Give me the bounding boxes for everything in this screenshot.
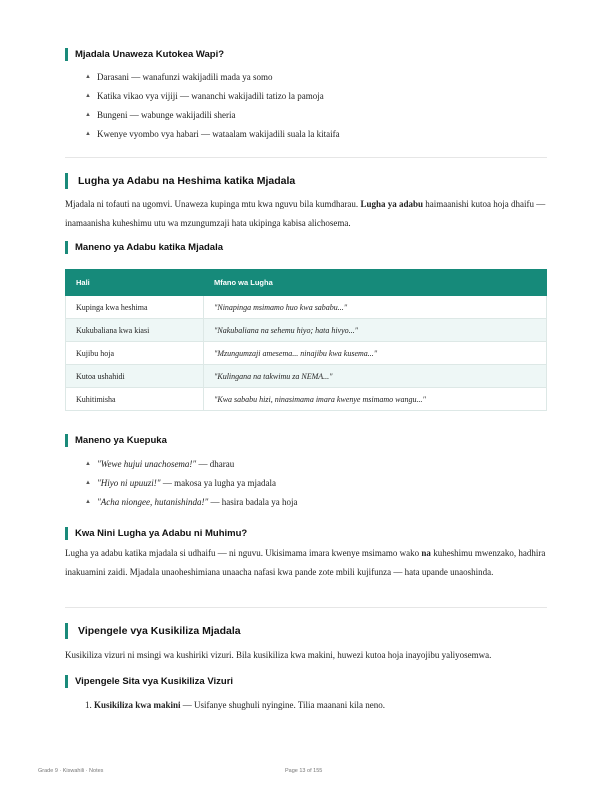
table-row [66,296,547,319]
item-text: — Usifanye shughuli nyingine. Tilia maanani kila neno. [180,700,386,710]
triangle-bullet-icon: ▲ [85,112,91,118]
table-cell: Kuhitimisha [66,388,204,411]
table-cell: Kupinga kwa heshima [66,296,204,319]
item-number: 1. [85,700,92,710]
section-heading-listening: Vipengele vya Kusikiliza Mjadala [65,623,241,639]
table-cell: "Ninapinga msimamo huo kwa sababu..." [204,296,547,319]
table-row [66,319,547,342]
footer-course-label: Grade 9 · Kiswahili · Notes [38,768,104,774]
list-item [85,494,298,513]
list-item-text: Kwenye vyombo vya habari — wataalam wakijadili suala la kitaifa [97,129,340,139]
table-row [66,365,547,388]
list-item [85,69,340,88]
column-header-hali: Hali [66,270,204,296]
section-divider [65,607,547,608]
polite-language-paragraph: Mjadala ni tofauti na ugomvi. Unaweza kupinga mtu kwa nguvu bila kumdharau. Lugha ya adabu haimaanishi kutoa hoja dhaifu — inamaanisha kuheshimu utu wa mzungumzaji hata ukipinga kabisa alichosema. [65,199,546,228]
section-heading-why: Kwa Nini Lugha ya Adabu ni Muhimu? [65,527,247,540]
list-item [85,107,340,126]
list-item-text: — hasira badala ya hoja [208,497,298,507]
quote-text: "Wewe hujui unachosema!" [97,459,197,469]
triangle-bullet-icon: ▲ [85,93,91,99]
column-header-mfano: Mfano wa Lugha [204,270,547,296]
section-heading-polite-language: Lugha ya Adabu na Heshima katika Mjadala [65,173,295,189]
section-heading-avoid: Maneno ya Kuepuka [65,434,167,447]
triangle-bullet-icon: ▲ [85,131,91,137]
table-cell: Kukubaliana kwa kiasi [66,319,204,342]
list-item-text: Bungeni — wabunge wakijadili sheria [97,110,236,120]
section-heading-six-elements: Vipengele Sita vya Kusikiliza Vizuri [65,675,233,688]
triangle-bullet-icon: ▲ [85,74,91,80]
avoid-list [85,456,298,513]
section-heading-polite-words: Maneno ya Adabu katika Mjadala [65,241,223,254]
table-cell: "Kulingana na takwimu za NEMA..." [204,365,547,388]
listening-paragraph: Kusikiliza vizuri ni msingi wa kushiriki vizuri. Bila kusikiliza kwa makini, huwezi kutoa hoja inayojibu yaliyosemwa. [65,650,492,660]
polite-words-table [65,269,547,411]
quote-text: "Acha niongee, hutanishinda!" [97,497,209,507]
list-item [85,126,340,145]
table-row [66,388,547,411]
section-divider [65,157,547,158]
item-bold-text: Kusikiliza kwa makini [94,700,181,710]
table-cell: "Mzungumzaji amesema... ninajibu kwa kusema..." [204,342,547,365]
triangle-bullet-icon: ▲ [85,499,91,505]
list-item [85,456,298,475]
section-heading-where: Mjadala Unaweza Kutokea Wapi? [65,48,224,61]
footer-page-number: Page 13 of 155 [285,768,323,774]
list-item [85,475,298,494]
why-paragraph: Lugha ya adabu katika mjadala si udhaifu — ni nguvu. Ukisimama imara kwenye msimamo wako na kuheshimu mwenzako, hadhira inakuamini zaidi. Mjadala unaoheshimiana unaacha nafasi kwa pande zote mbili kujifunza — hata upande unaoshinda. [65,548,546,577]
list-item-text: — makosa ya lugha ya mjadala [160,478,277,488]
table-header-row [66,270,547,296]
where-list [85,69,340,145]
list-item-text: Darasani — wanafunzi wakijadili mada ya somo [97,72,273,82]
list-item-text: — dharau [196,459,235,469]
quote-text: "Hiyo ni upuuzi!" [97,478,161,488]
list-item [85,88,340,107]
list-item-text: Katika vikao vya vijiji — wananchi wakijadili tatizo la pamoja [97,91,324,101]
triangle-bullet-icon: ▲ [85,461,91,467]
table-cell: Kujibu hoja [66,342,204,365]
table-cell: "Nakubaliana na sehemu hiyo; hata hivyo..." [204,319,547,342]
table-row [66,342,547,365]
table-cell: "Kwa sababu hizi, ninasimama imara kwenye msimamo wangu..." [204,388,547,411]
table-cell: Kutoa ushahidi [66,365,204,388]
triangle-bullet-icon: ▲ [85,480,91,486]
listening-numbered-item [85,700,385,710]
